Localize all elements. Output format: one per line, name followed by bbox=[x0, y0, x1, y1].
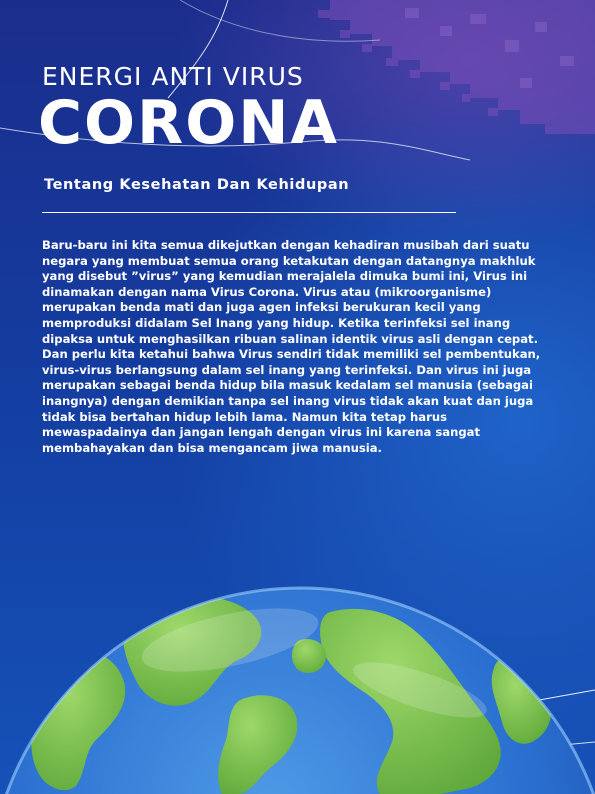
poster-supertitle: ENERGI ANTI VIRUS bbox=[42, 62, 304, 91]
poster-subtitle: Tentang Kesehatan Dan Kehidupan bbox=[44, 177, 350, 193]
article-body: Baru-baru ini kita semua dikejutkan dengan kehadiran musibah dari suatu negara yang membuat semua orang ketakutan dengan datangnya makhluk yang disebut ”virus” yang kemudian merajalela dimuka bumi ini, Virus ini dinamakan dengan nama Virus Corona. Virus atau (mikroorganisme) merupakan benda mati dan juga agen infeksi berukuran kecil yang memproduksi didalam Sel Inang yang hidup. Ketika terinfeksi sel inang dipaksa untuk menghasilkan ribuan salinan identik virus asli dengan cepat. Dan perlu kita ketahui bahwa Virus sendiri tidak memiliki sel pembentukan, virus-virus berlangsung dalam sel inang yang terinfeksi. Dan virus ini juga merupakan sebagai benda hidup bila masuk kedalam sel manusia (sebagai inangnya) dengan demikian tanpa sel inang virus tidak akan kuat dan juga tidak bisa bertahan hidup lebih lama. Namun kita tetap harus mewaspadainya dan jangan lengah dengan virus ini karena sangat membahayakan dan bisa mengancam jiwa manusia. bbox=[42, 238, 541, 455]
poster-title: CORONA bbox=[38, 88, 339, 158]
